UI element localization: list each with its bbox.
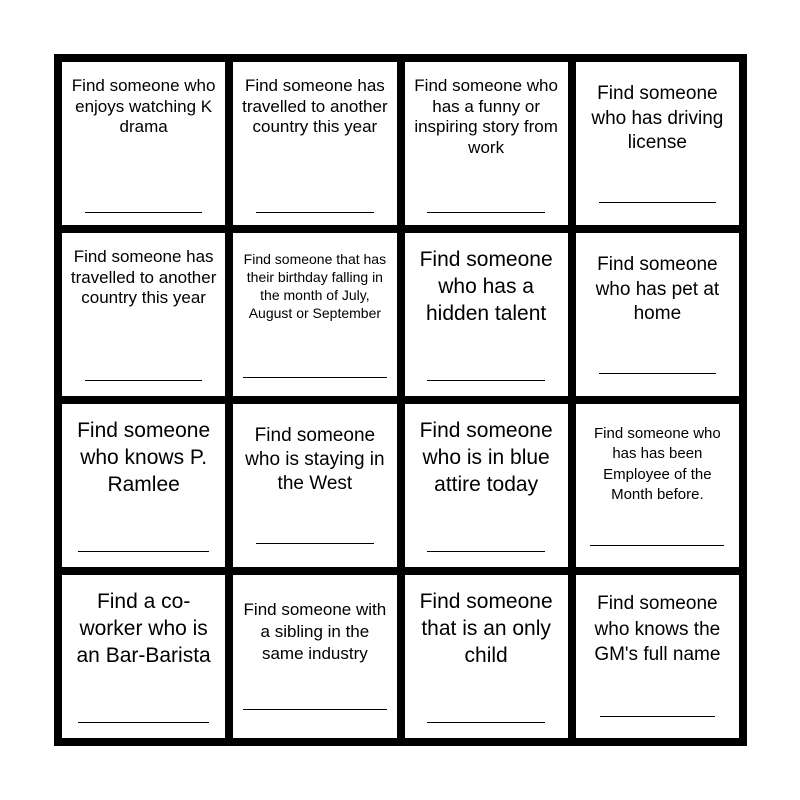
bingo-cell[interactable]	[576, 233, 739, 396]
bingo-cell[interactable]	[576, 62, 739, 225]
signature-line	[256, 543, 374, 544]
cell-prompt: Find someone who has has been Employee of the Month before.	[594, 425, 721, 504]
cell-prompt: Find someone has travelled to another country this year	[242, 76, 388, 137]
cell-prompt: Find someone who has pet at home	[595, 254, 720, 325]
cell-prompt: Find someone who knows P. Ramlee	[77, 419, 211, 496]
signature-line	[256, 212, 374, 213]
signature-line	[243, 377, 387, 378]
bingo-cell[interactable]	[233, 404, 396, 567]
cell-prompt: Find someone who has driving license	[591, 83, 724, 154]
bingo-cell[interactable]	[576, 575, 739, 738]
cell-prompt: Find someone who has a hidden talent	[419, 248, 553, 325]
signature-line	[427, 551, 545, 552]
bingo-cell[interactable]	[405, 233, 568, 396]
bingo-cell[interactable]	[62, 233, 225, 396]
bingo-cell[interactable]	[233, 62, 396, 225]
signature-line	[600, 716, 714, 717]
signature-line	[599, 202, 717, 203]
bingo-cell[interactable]	[62, 62, 225, 225]
cell-prompt: Find someone who is in blue attire today	[419, 419, 553, 496]
bingo-cell[interactable]	[405, 62, 568, 225]
bingo-cell[interactable]	[62, 575, 225, 738]
bingo-cell[interactable]	[233, 233, 396, 396]
bingo-cell[interactable]	[62, 404, 225, 567]
cell-prompt: Find someone who knows the GM's full name	[594, 593, 721, 666]
signature-line	[85, 212, 203, 213]
cell-prompt: Find someone that is an only child	[419, 590, 553, 667]
cell-prompt: Find someone who is staying in the West	[245, 425, 385, 494]
signature-line	[78, 551, 209, 552]
bingo-cell[interactable]	[576, 404, 739, 567]
signature-line	[85, 380, 203, 381]
bingo-cell[interactable]	[233, 575, 396, 738]
cell-prompt: Find someone that has their birthday falling in the month of July, August or September	[243, 251, 387, 321]
bingo-cell[interactable]	[405, 404, 568, 567]
cell-prompt: Find someone has travelled to another country this year	[70, 247, 217, 308]
cell-prompt: Find a co-worker who is an Bar-Barista	[76, 590, 211, 667]
signature-line	[78, 722, 209, 723]
signature-line	[427, 380, 545, 381]
cell-prompt: Find someone with a sibling in the same industry	[243, 600, 387, 664]
bingo-board	[54, 54, 747, 746]
signature-line	[427, 212, 545, 213]
bingo-cell[interactable]	[405, 575, 568, 738]
cell-prompt: Find someone who enjoys watching K drama	[71, 76, 216, 137]
cell-prompt: Find someone who has a funny or inspiring story from work	[414, 76, 558, 158]
signature-line	[590, 545, 724, 546]
signature-line	[243, 709, 387, 710]
signature-line	[427, 722, 545, 723]
signature-line	[599, 373, 717, 374]
